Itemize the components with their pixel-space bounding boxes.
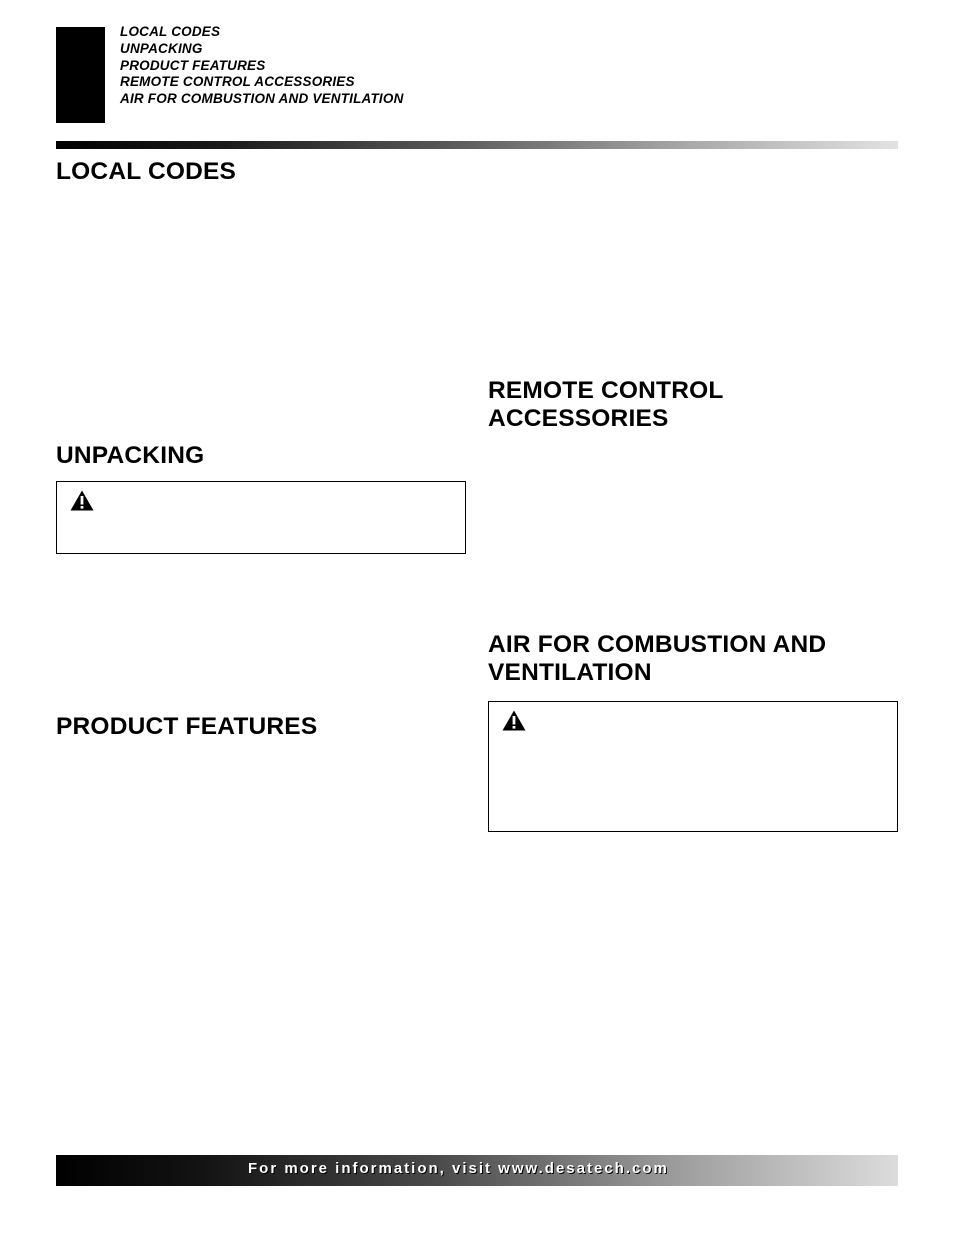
heading-air-for-combustion — [488, 631, 826, 687]
heading-remote-control-accessories — [488, 377, 724, 433]
heading-line: AIR FOR COMBUSTION AND — [488, 631, 827, 658]
unpacking-warning-box — [56, 481, 466, 554]
heading-line: ACCESSORIES — [488, 405, 669, 432]
footer-bar — [56, 1155, 898, 1186]
heading-unpacking: UNPACKING — [56, 442, 205, 469]
toc-item-product-features[interactable]: PRODUCT FEATURES — [120, 57, 266, 73]
toc-item-local-codes[interactable]: LOCAL CODES — [120, 24, 221, 39]
toc-item-unpacking[interactable]: UNPACKING — [120, 40, 203, 56]
heading-line: REMOTE CONTROL — [488, 377, 724, 404]
toc-item-air-for-combustion[interactable]: AIR FOR COMBUSTION AND VENTILATION — [120, 91, 404, 107]
heading-line: VENTILATION — [488, 659, 652, 686]
section-tab-block — [56, 27, 105, 123]
table-of-contents — [120, 24, 404, 108]
air-warning-box — [488, 701, 898, 832]
warning-triangle-icon — [70, 490, 94, 511]
footer-link-text[interactable]: For more information, visit www.desatech.com — [248, 1160, 669, 1177]
heading-local-codes: LOCAL CODES — [56, 158, 237, 185]
header-gradient-rule — [56, 141, 898, 149]
toc-item-remote-control-accessories[interactable]: REMOTE CONTROL ACCESSORIES — [120, 74, 355, 90]
heading-product-features: PRODUCT FEATURES — [56, 713, 318, 740]
warning-triangle-icon — [502, 710, 526, 731]
